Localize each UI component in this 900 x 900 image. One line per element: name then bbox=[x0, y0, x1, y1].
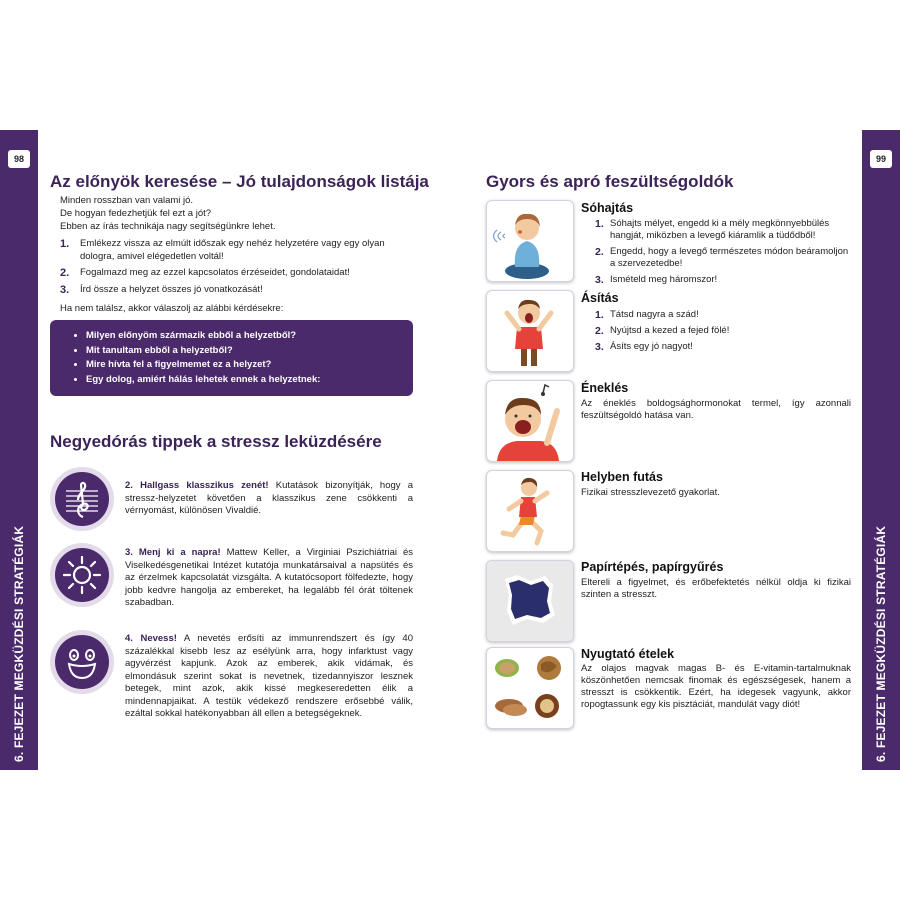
item-text: Az éneklés boldogsághormonokat termel, így azonnali feszültségoldó hatása van. bbox=[581, 398, 851, 421]
question-item: • Egy dolog, amiért hálás lehetek ennek a helyzetnek: bbox=[86, 373, 413, 388]
right-page-number: 99 bbox=[870, 150, 892, 168]
item-heading: Helyben futás bbox=[581, 470, 663, 484]
right-side-band bbox=[862, 130, 900, 770]
item-text: Az olajos magvak magas B- és E-vitamin-tartalmuknak köszönhetően nemcsak finomak és egészségesek, hanem a stresszt is csökkentik. Ezért, ha idegesek vagyunk, akkor ropogtassunk egy kis pisztáciát, mandulát vagy diót! bbox=[581, 663, 851, 710]
yawning-boy-illustration bbox=[486, 290, 574, 372]
item-heading: Nyugtató ételek bbox=[581, 647, 675, 661]
section1-steps bbox=[60, 238, 415, 300]
sun-icon bbox=[50, 543, 114, 607]
intro-line: Minden rosszban van valami jó. bbox=[60, 195, 194, 206]
list-item: 3. Ismételd meg háromszor! bbox=[595, 274, 718, 286]
list-item: 3. Ásíts egy jó nagyot! bbox=[595, 341, 693, 353]
list-item: 1. Emlékezz vissza az elmúlt időszak egy nehéz helyzetére vagy egy olyan dologra, amivel elégedetlen voltál! bbox=[60, 238, 385, 262]
item-heading: Sóhajtás bbox=[581, 201, 634, 215]
item-heading: Ásítás bbox=[581, 291, 619, 305]
item-text: Fizikai stresszlevezető gyakorlat. bbox=[581, 487, 720, 498]
right-side-label: 6. FEJEZET MEGKÜZDÉSI STRATÉGIÁK bbox=[874, 525, 888, 762]
if-not-text: Ha nem találsz, akkor válaszolj az alábbi kérdésekre: bbox=[60, 303, 284, 314]
list-item: 2. Engedd, hogy a levegő természetes módon beáramoljon a szervezetedbe! bbox=[595, 246, 849, 269]
item-heading: Papírtépés, papírgyűrés bbox=[581, 560, 724, 574]
item-text: Eltereli a figyelmet, és erőbefektetés nélkül oldja ki fizikai szinten a stresszt. bbox=[581, 577, 851, 600]
list-item: 1. Sóhajts mélyet, engedd ki a mély megkönnyebbülés hangját, miközben a levegő kiáramlik a tüdődből! bbox=[595, 218, 830, 241]
torn-paper-illustration bbox=[486, 560, 574, 642]
list-item: 1. Tátsd nagyra a szád! bbox=[595, 309, 699, 321]
intro-line: De hogyan fedezhetjük fel ezt a jót? bbox=[60, 208, 212, 219]
section1-title: Az előnyök keresése – Jó tulajdonságok listája bbox=[50, 172, 429, 191]
left-side-label: 6. FEJEZET MEGKÜZDÉSI STRATÉGIÁK bbox=[12, 525, 26, 762]
section1-intro bbox=[60, 194, 275, 233]
section2-title: Negyedórás tippek a stressz leküzdésére bbox=[50, 432, 382, 451]
left-side-band bbox=[0, 130, 38, 770]
music-note-icon bbox=[50, 467, 114, 531]
tip-2: 2. Hallgass klasszikus zenét! Kutatások bizonyítják, hogy a stressz-helyzetet követően a klasszikus zene csökkenti a vérnyomást, különösen Vivaldié. bbox=[125, 480, 413, 516]
sighing-woman-illustration bbox=[486, 200, 574, 282]
question-item: • Milyen előnyöm származik ebből a helyzetből? bbox=[86, 329, 413, 344]
list-item: 3. Írd össze a helyzet összes jó vonatkozását! bbox=[60, 283, 263, 296]
question-item: • Mit tanultam ebből a helyzetből? bbox=[86, 344, 413, 359]
running-man-illustration bbox=[486, 470, 574, 552]
nuts-illustration bbox=[486, 647, 574, 729]
intro-line: Ebben az írás technikája nagy segítségünkre lehet. bbox=[60, 221, 276, 232]
sighing-steps bbox=[595, 218, 850, 290]
right-page-title: Gyors és apró feszültségoldók bbox=[486, 172, 734, 191]
tip-3: 3. Menj ki a napra! Mattew Keller, a Virginiai Pszichiátriai és Viselkedésgenetikai Intézet kutatója munkatársaival a napsütés és az érzelmek kapcsolatát vizsgálta. A kutatócsoport fölfedezte, hogy jobb kedvre hangolja az embereket, ha legalább fél órát töltenek szabadban. bbox=[125, 547, 413, 608]
list-item: 2. Nyújtsd a kezed a fejed fölé! bbox=[595, 325, 730, 337]
smiley-icon bbox=[50, 630, 114, 694]
questions-box bbox=[50, 320, 413, 396]
left-page-number: 98 bbox=[8, 150, 30, 168]
tip-4: 4. Nevess! A nevetés erősíti az immunrendszert és így 40 százalékkal kisebb lesz az esélyünk arra, hogy infarktust vagy agyvérzést kapjunk. Azok az emberek, akik vidámak, és elmondásuk szerint sokat is nevetnek, tizedannyiszor lesznek betegek, mint azok, akik kissé megkeseredetten élik a mindennapjaikat. A testük védekező rendszere erősebbé válik, ezáltal sokkal hatékonyabban áll ellen a betegségeknek. bbox=[125, 633, 413, 719]
yawning-steps bbox=[595, 309, 850, 357]
singing-man-illustration bbox=[486, 380, 574, 462]
list-item: 2. Fogalmazd meg az ezzel kapcsolatos érzéseidet, gondolataidat! bbox=[60, 267, 350, 279]
item-heading: Éneklés bbox=[581, 381, 629, 395]
question-item: • Mire hívta fel a figyelmemet ez a helyzet? bbox=[86, 358, 413, 373]
